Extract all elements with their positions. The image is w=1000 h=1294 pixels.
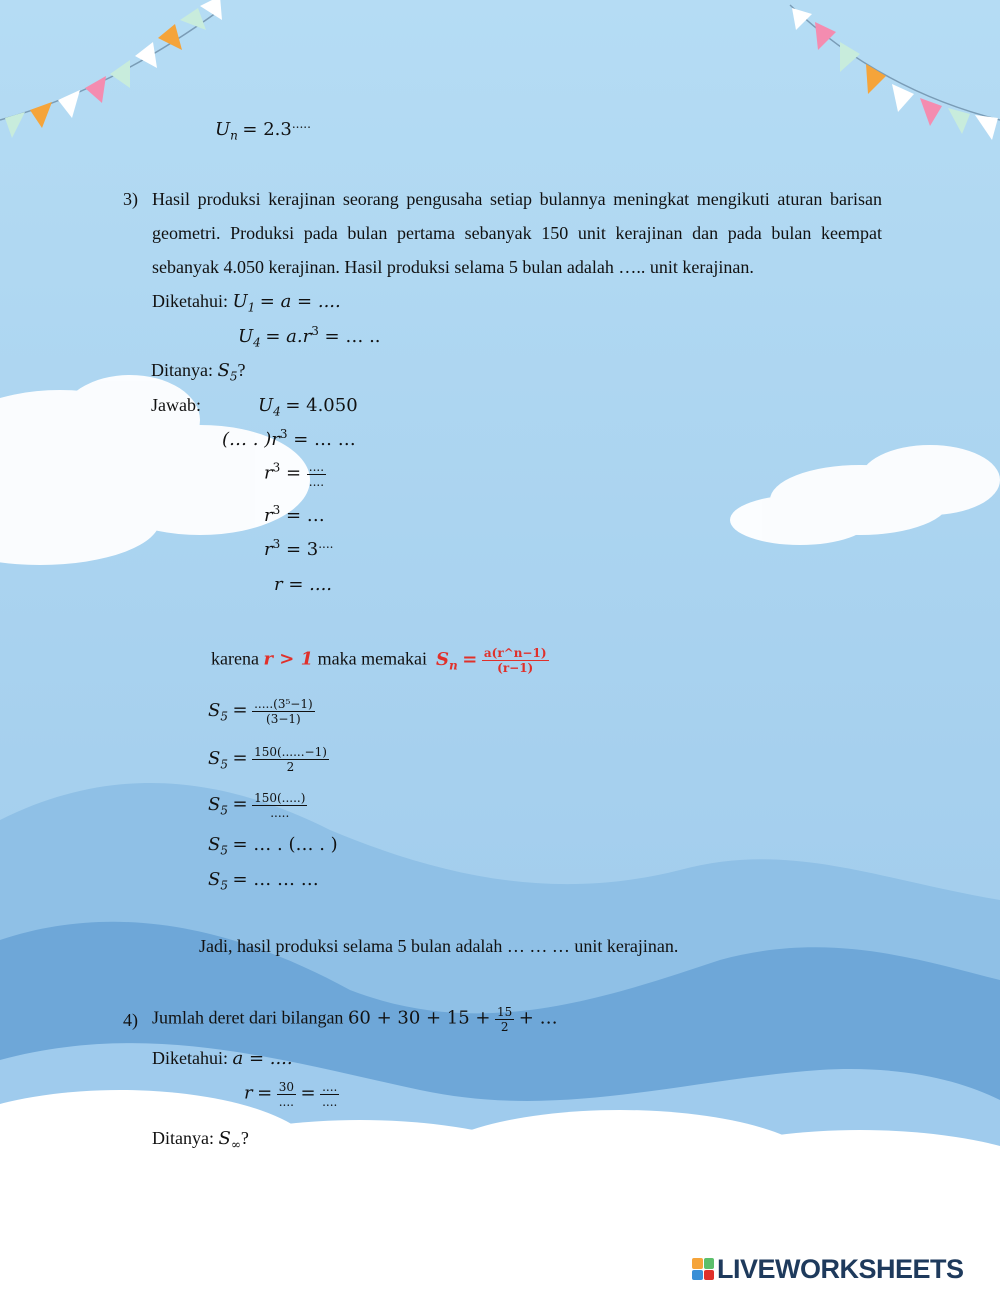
question-4-text: Jumlah deret dari bilangan 60 + 30 + 15 + $\frac{15}{2}$ + … (152, 1005, 558, 1034)
q3-step-1: $U_4 = 4.050$ (258, 395, 358, 419)
question-4-number: 4) (123, 1010, 138, 1030)
q4-ditanya: Ditanya: $S_\infty$? (152, 1128, 249, 1152)
q3-step-5: $r^3 = 3^{....}$ (264, 537, 334, 560)
q3-diketahui-1: Diketahui: $U_1 = a$ = .... (152, 291, 341, 315)
q3-s5-3: $S_5$ = $\frac{150(.....)}{.....}$ (208, 791, 306, 820)
q3-s5-1: $S_5$ = $\frac{\text{.....(3⁵−1)}}{(3-1)}$ (208, 697, 313, 726)
q3-diketahui-2: $U_4 = a.r^3$ = … .. (238, 324, 381, 350)
q3-s5-4: $S_5$ = … . (… . ) (208, 834, 338, 858)
question-3-number: 3) (123, 189, 138, 209)
q4-diketahui: Diketahui: a = .... (152, 1048, 293, 1069)
question-3-text: Hasil produksi kerajinan seorang pengusaha setiap bulannya meningkat mengikuti aturan barisan geometri. Produksi pada bulan pertama sebanyak 150 unit kerajinan dan pada bulan keempat sebanyak 4.050 kerajinan. Hasil produksi selama 5 bulan adalah ….. unit kerajinan. (152, 189, 882, 277)
q3-step-2: (… . )$r^3$ = … … (222, 427, 356, 450)
logo-text: LIVEWORKSHEETS (717, 1253, 964, 1284)
q3-s5-2: $S_5$ = $\frac{150(......-1)}{2}$ (208, 745, 327, 774)
q4-ratio: r = $\frac{30}{....}$ = $\frac{....}{....}$ (244, 1080, 338, 1109)
logo-icon (692, 1258, 714, 1280)
q3-conclusion: Jadi, hasil produksi selama 5 bulan adalah … … … unit kerajinan. (199, 936, 679, 956)
q3-step-6: r = .... (274, 574, 333, 595)
q3-step-4: $r^3$ = … (264, 503, 325, 526)
q3-step-3: $r^3$ = $\frac{....}{....}$ (264, 460, 325, 489)
q3-karena: karena r > 1 maka memakai $S_n$ = $\frac{a(r\^{}n-1)}{(r-1)}$ (211, 646, 547, 675)
liveworksheets-logo[interactable] (692, 1254, 964, 1284)
q3-s5-5: $S_5$ = … … … (208, 869, 319, 893)
formula-un: $U_n = 2.3^{.....}$ (215, 117, 311, 143)
q3-jawab-label: Jawab: (151, 395, 201, 415)
q3-ditanya: Ditanya: $S_5$? (151, 360, 246, 384)
